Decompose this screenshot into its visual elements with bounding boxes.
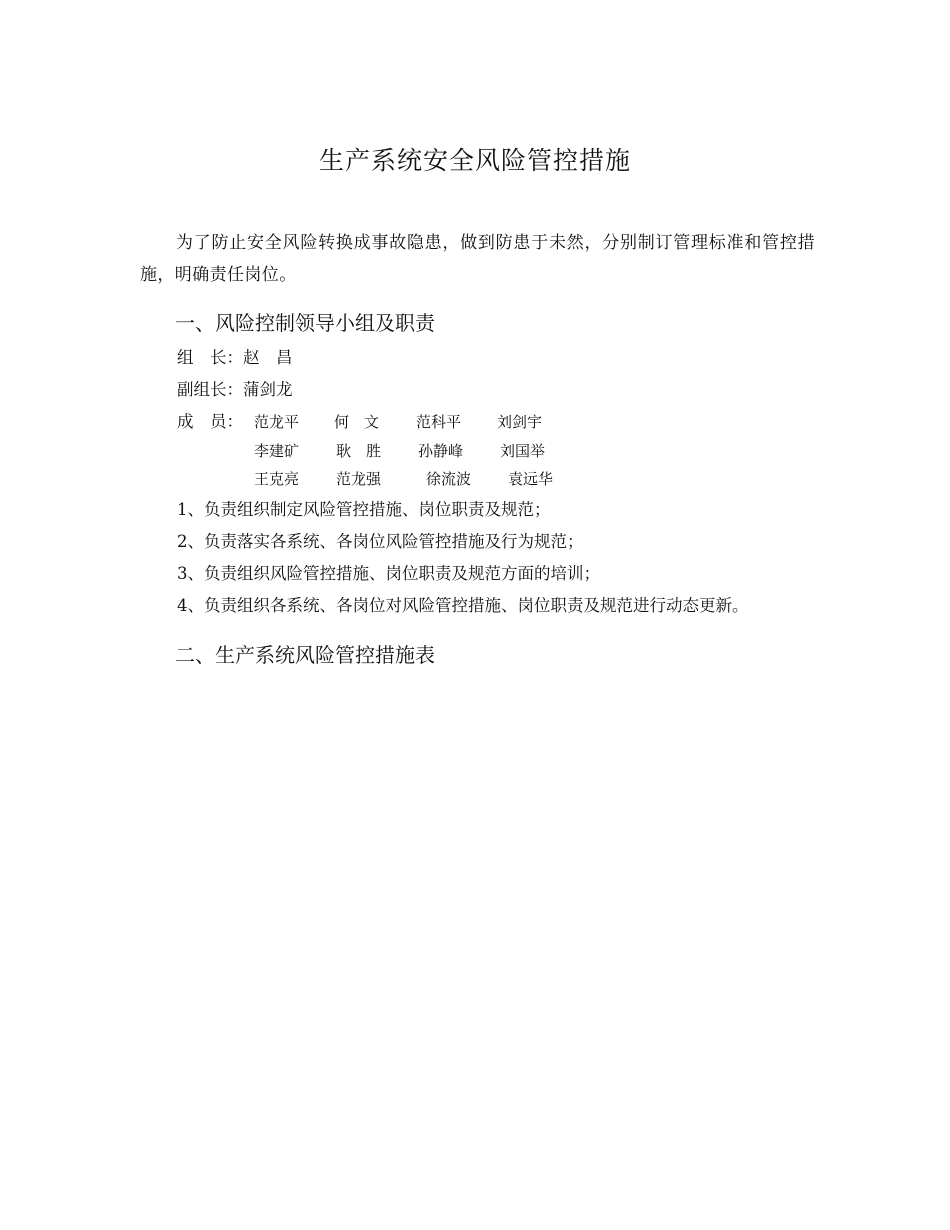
deputy-label: 副组长： bbox=[177, 380, 243, 399]
leader-line bbox=[177, 345, 293, 371]
section2-heading: 二、生产系统风险管控措施表 bbox=[175, 643, 435, 667]
section1-heading: 一、风险控制领导小组及职责 bbox=[175, 311, 435, 335]
member-name: 范龙平 bbox=[254, 413, 300, 431]
duty-item: 3、负责组织风险管控措施、岗位职责及规范方面的培训； bbox=[177, 564, 600, 583]
member-name: 耿 胜 bbox=[336, 442, 382, 460]
duty-item: 4、负责组织各系统、各岗位对风险管控措施、岗位职责及规范进行动态更新。 bbox=[177, 596, 749, 615]
member-name: 孙静峰 bbox=[418, 442, 464, 460]
member-name: 袁远华 bbox=[508, 470, 554, 488]
member-name: 范科平 bbox=[416, 413, 462, 431]
member-name: 刘剑宇 bbox=[497, 413, 543, 431]
document-title: 生产系统安全风险管控措施 bbox=[318, 146, 631, 175]
deputy-line bbox=[177, 377, 293, 403]
duty-item: 1、负责组织制定风险管控措施、岗位职责及规范； bbox=[177, 500, 551, 519]
member-name: 范龙强 bbox=[336, 470, 382, 488]
duty-item: 2、负责落实各系统、各岗位风险管控措施及行为规范； bbox=[177, 532, 584, 551]
members-label: 成 员： bbox=[177, 412, 243, 431]
member-name: 李建矿 bbox=[254, 442, 300, 460]
member-name: 刘国举 bbox=[500, 442, 546, 460]
intro-paragraph: 为了防止安全风险转换成事故隐患，做到防患于未然，分别制订管理标准和管控措施，明确责任岗位。 bbox=[140, 233, 815, 285]
member-name: 王克亮 bbox=[254, 470, 300, 488]
member-name: 何 文 bbox=[334, 413, 380, 431]
leader-label: 组 长： bbox=[177, 348, 243, 367]
member-name: 徐流波 bbox=[426, 470, 472, 488]
deputy-name: 蒲剑龙 bbox=[243, 380, 293, 399]
leader-name: 赵 昌 bbox=[243, 348, 293, 367]
